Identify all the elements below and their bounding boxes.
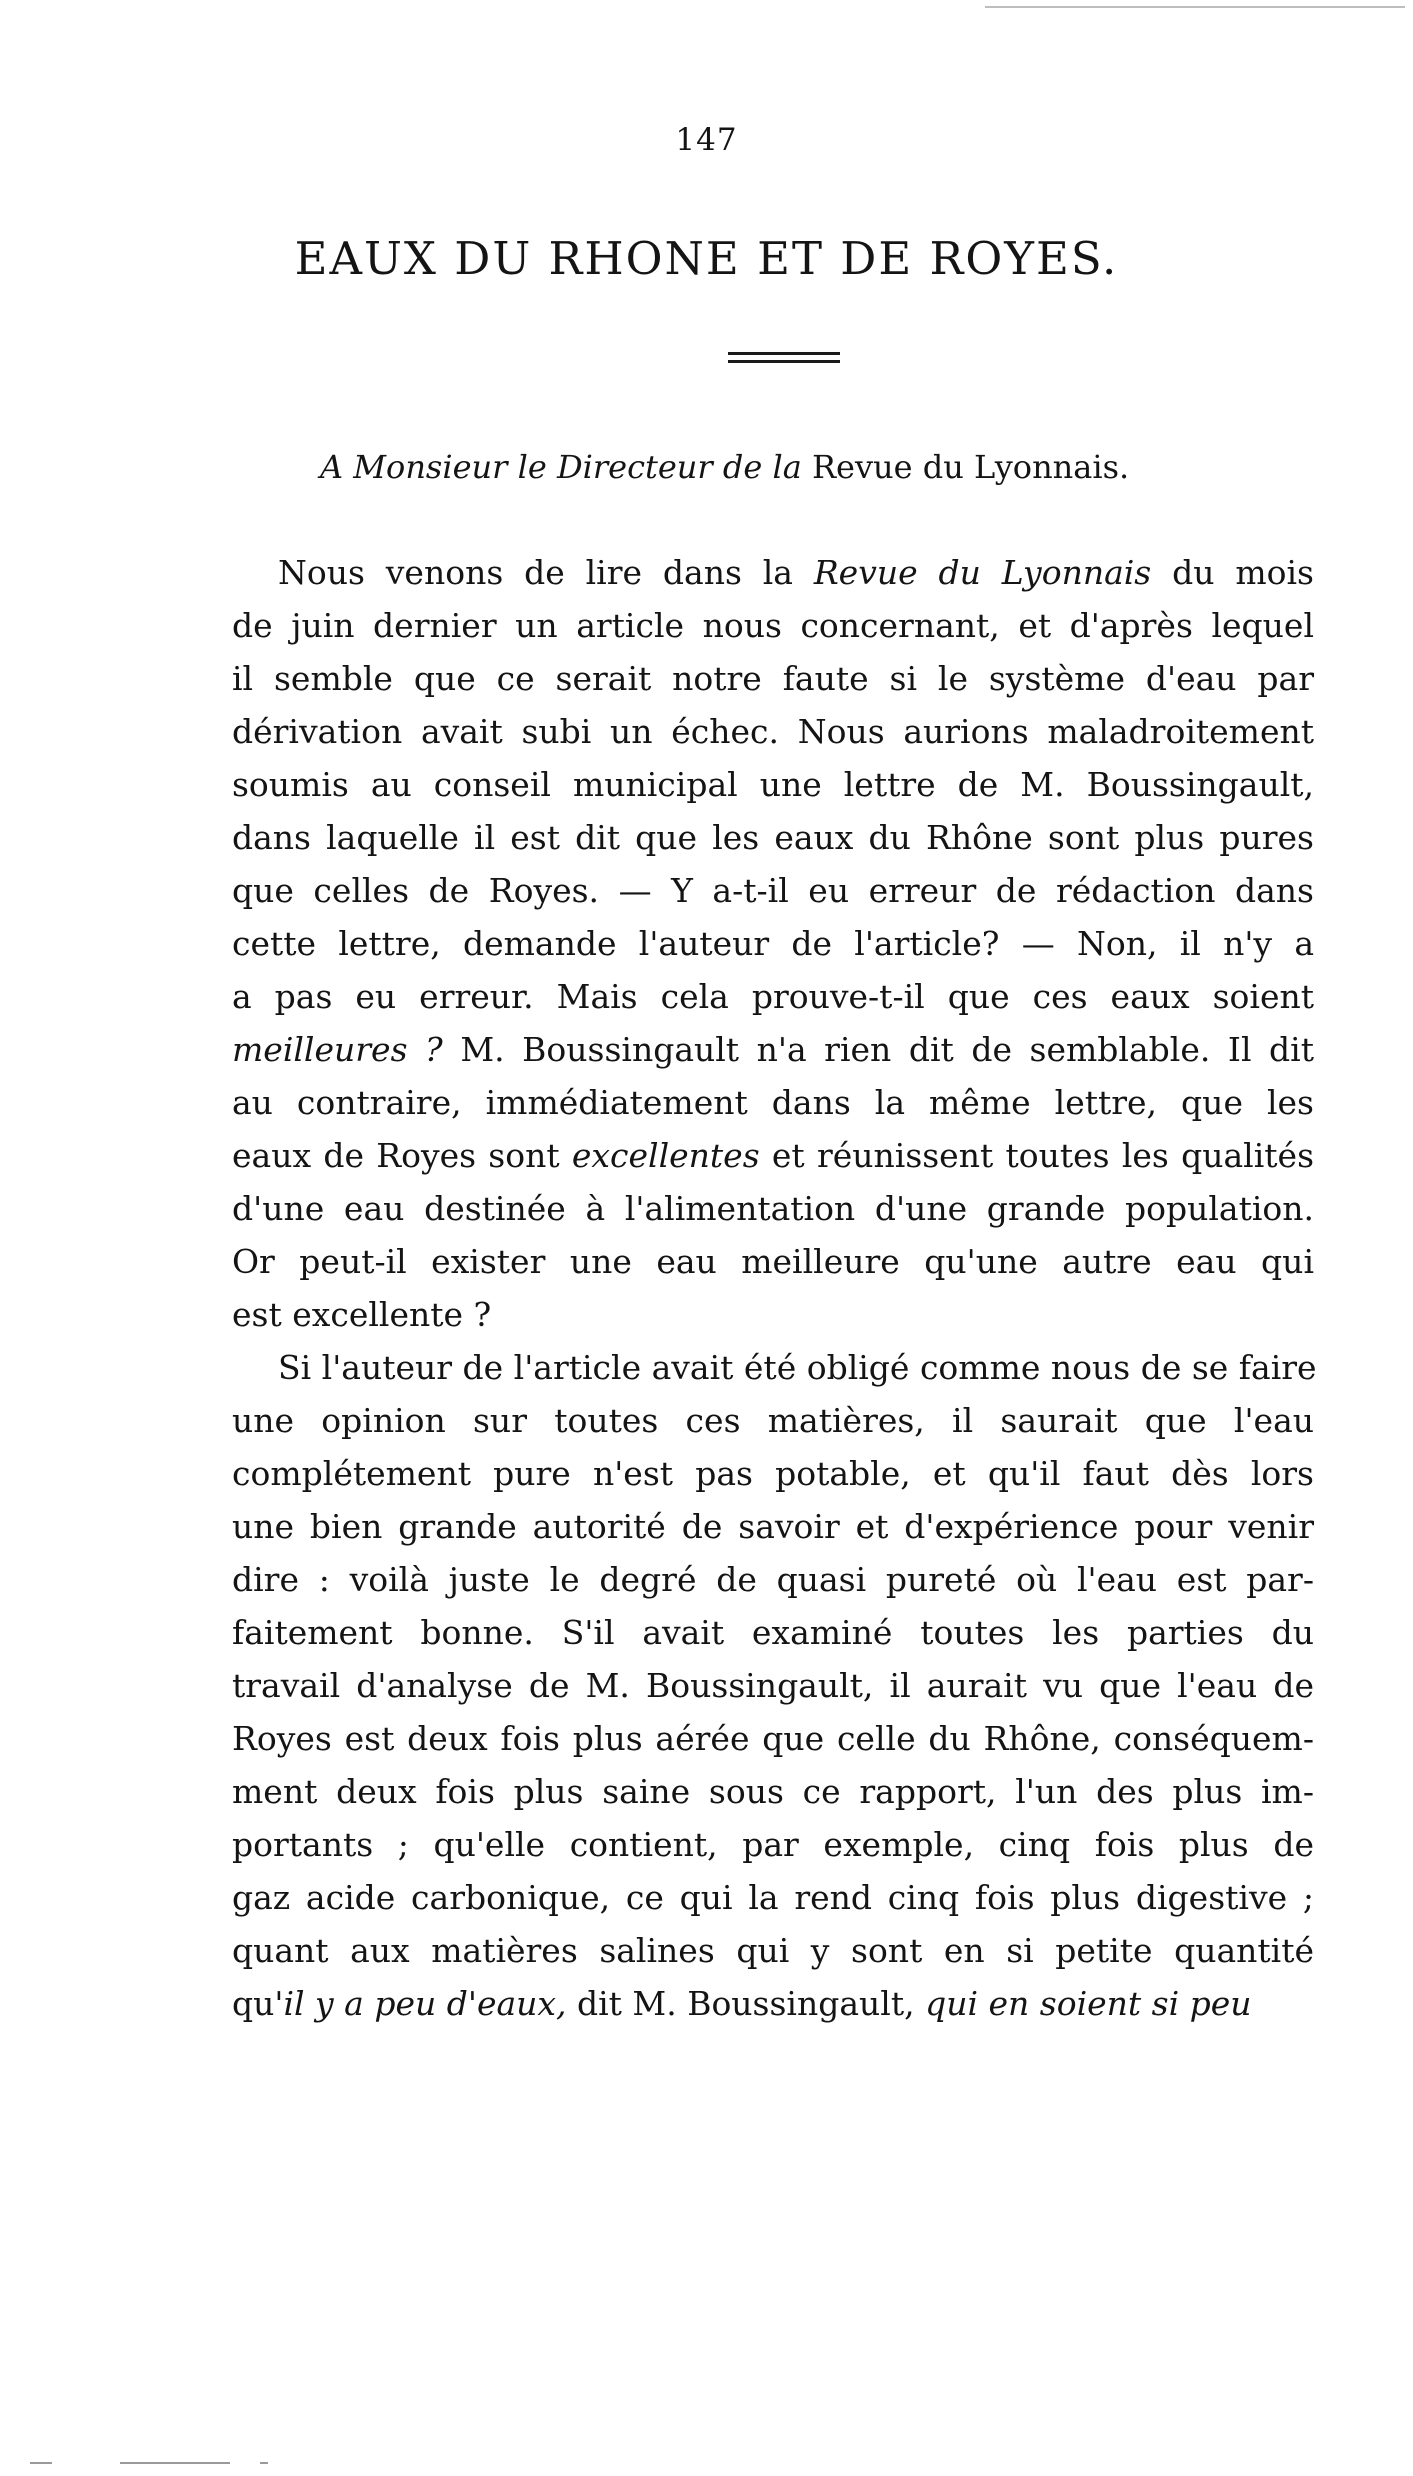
text-line [232,1977,1314,2030]
paragraph-2 [232,1341,1317,2030]
text-line [232,1765,1314,1818]
text-segment: de juin dernier un article nous concernant, et d'après lequel [232,606,1314,645]
text-segment: au contraire, immédiatement dans la même lettre, que les [232,1083,1314,1122]
text-line [232,705,1314,758]
text-segment: portants ; qu'elle contient, par exemple, cinq fois plus de [232,1825,1314,1864]
text-segment: que celles de Royes. — Y a-t-il eu erreur de rédaction dans [232,871,1314,910]
text-segment: une bien grande autorité de savoir et d'expérience pour venir [232,1507,1314,1546]
text-line [232,1818,1314,1871]
italic-segment: Revue du Lyonnais [813,553,1152,592]
text-line [232,1288,1314,1341]
text-segment: une opinion sur toutes ces matières, il saurait que l'eau [232,1401,1314,1440]
text-line [232,599,1314,652]
text-segment: ment deux fois plus saine sous ce rapport, l'un des plus im- [232,1772,1314,1811]
text-segment: a pas eu erreur. Mais cela prouve-t-il que ces eaux soient [232,977,1314,1016]
text-line [232,1447,1314,1500]
text-line [232,1394,1314,1447]
text-line [232,1606,1314,1659]
top-edge-rule [985,6,1405,8]
text-segment: qu' [232,1984,284,2023]
edge-mark [120,2462,230,2464]
text-segment: il semble que ce serait notre faute si le système d'eau par [232,659,1314,698]
text-segment: Nous venons de lire dans la [278,553,814,592]
text-segment: cette lettre, demande l'auteur de l'article? — Non, il n'y a [232,924,1314,963]
text-segment: faitement bonne. S'il avait examiné toutes les parties du [232,1613,1314,1652]
text-line [232,1129,1314,1182]
text-line [232,917,1314,970]
text-segment: Or peut-il exister une eau meilleure qu'une autre eau qui [232,1242,1314,1281]
text-segment: d'une eau destinée à l'alimentation d'une grande population. [232,1189,1314,1228]
edge-mark [30,2462,52,2464]
text-line [232,1023,1314,1076]
text-line [232,652,1314,705]
text-line [232,864,1314,917]
salutation-journal: Revue du Lyonnais. [811,448,1130,486]
text-segment: dérivation avait subi un échec. Nous aurions maladroitement [232,712,1314,751]
text-segment: dans laquelle il est dit que les eaux du Rhône sont plus pures [232,818,1314,857]
text-segment: eaux de Royes sont [232,1136,572,1175]
paragraph-1 [232,546,1314,1341]
text-segment: Royes est deux fois plus aérée que celle du Rhône, conséquem- [232,1719,1314,1758]
text-segment: gaz acide carbonique, ce qui la rend cinq fois plus digestive ; [232,1878,1314,1917]
text-line [232,1659,1314,1712]
text-line [232,1924,1314,1977]
text-line [232,1500,1314,1553]
text-segment: et réunissent toutes les qualités [759,1136,1314,1175]
text-line [232,811,1314,864]
text-line [232,970,1314,1023]
text-line [232,1235,1314,1288]
italic-segment: il y a peu d'eaux, [283,1984,567,2023]
title-double-rule [728,352,840,364]
letter-body [232,546,1317,2030]
italic-segment: meilleures ? [232,1030,443,1069]
text-segment: Si l'auteur de l'article avait été obligé comme nous de se faire [278,1348,1317,1387]
bottom-edge-marks [30,2462,370,2466]
text-line [232,1182,1314,1235]
rule-line-upper [728,352,840,355]
text-segment: M. Boussingault n'a rien dit de semblable. Il dit [442,1030,1314,1069]
text-line [232,758,1314,811]
page-title: EAUX DU RHONE ET DE ROYES. [294,232,1119,285]
text-line [232,1871,1314,1924]
text-line [232,1076,1314,1129]
page-number: 147 [675,122,738,158]
italic-segment: qui en soient si peu [925,1984,1252,2023]
text-line [232,1712,1314,1765]
text-line [232,1341,1317,1394]
text-segment: quant aux matières salines qui y sont en si petite quantité [232,1931,1314,1970]
text-segment: dire : voilà juste le degré de quasi pureté où l'eau est par- [232,1560,1314,1599]
salutation [320,448,1240,486]
text-segment: dit M. Boussingault, [566,1984,926,2023]
text-line [232,1553,1314,1606]
rule-line-lower [728,360,840,363]
text-segment: du mois [1151,553,1314,592]
salutation-address: A Monsieur le Directeur de la [320,448,802,486]
text-segment: soumis au conseil municipal une lettre de M. Boussingault, [232,765,1314,804]
text-segment: complétement pure n'est pas potable, et qu'il faut dès lors [232,1454,1314,1493]
edge-mark [260,2462,268,2464]
text-segment: est excellente ? [232,1295,492,1334]
italic-segment: excellentes [571,1136,760,1175]
text-segment: travail d'analyse de M. Boussingault, il aurait vu que l'eau de [232,1666,1314,1705]
text-line [232,546,1314,599]
